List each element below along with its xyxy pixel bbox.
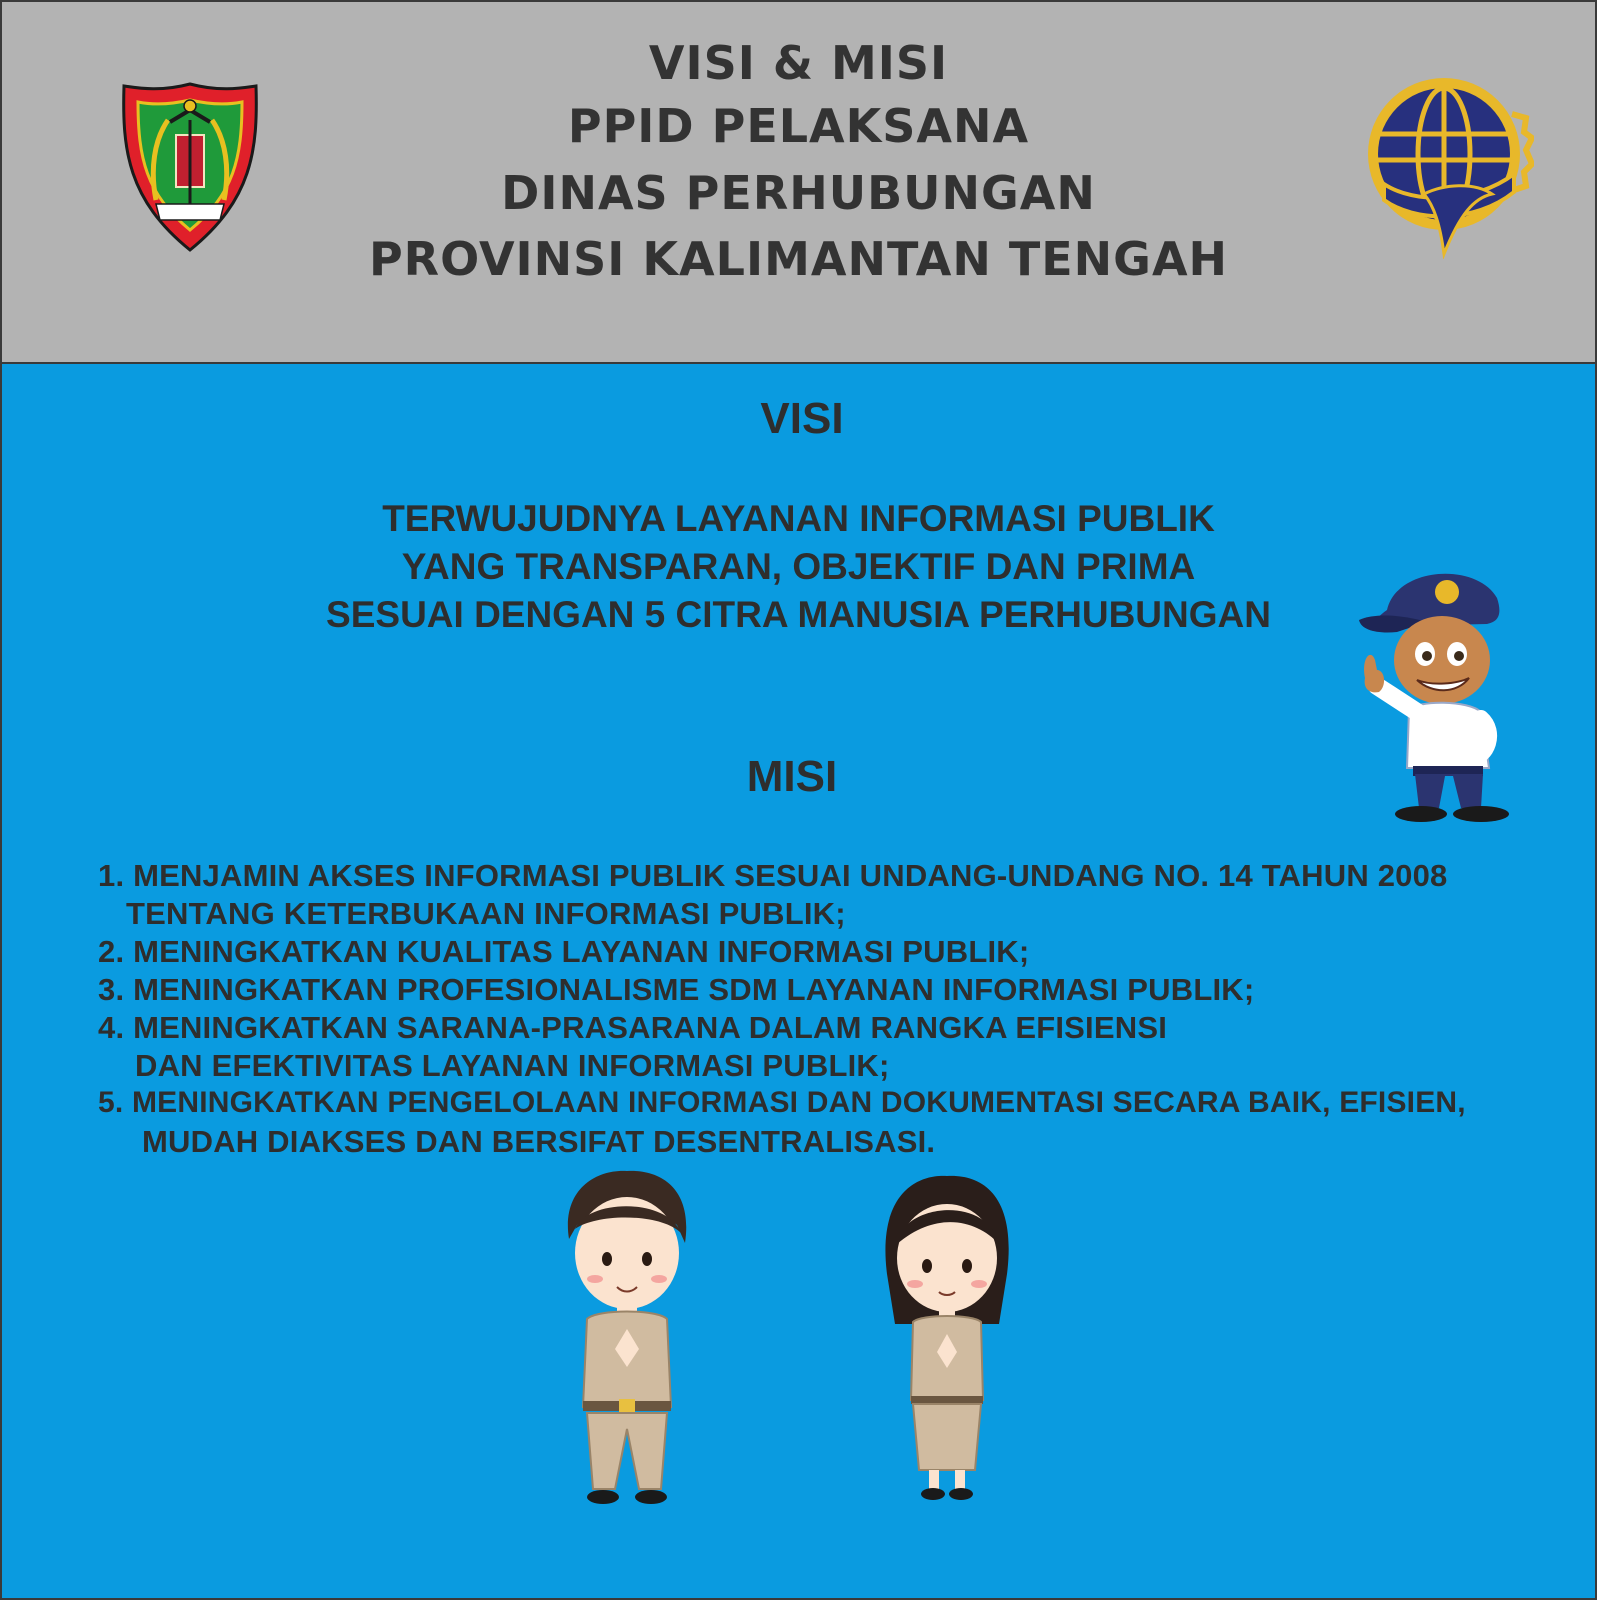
visi-heading: VISI xyxy=(760,394,844,443)
misi-line-5: 5. MENINGKATKAN PENGELOLAAN INFORMASI DAN DOKUMENTASI SECARA BAIK, EFISIEN, xyxy=(98,1086,1466,1119)
misi-line-3: 3. MENINGKATKAN PROFESIONALISME SDM LAYANAN INFORMASI PUBLIK; xyxy=(98,972,1255,1007)
misi-line-2: 2. MENINGKATKAN KUALITAS LAYANAN INFORMASI PUBLIK; xyxy=(98,934,1030,969)
visi-line-2: YANG TRANSPARAN, OBJEKTIF DAN PRIMA xyxy=(401,546,1196,587)
title-line-2: PPID PELAKSANA xyxy=(567,99,1030,153)
title-line-4: PROVINSI KALIMANTAN TENGAH xyxy=(368,232,1229,286)
misi-line-4-cont: DAN EFEKTIVITAS LAYANAN INFORMASI PUBLIK; xyxy=(135,1048,890,1083)
misi-line-4: 4. MENINGKATKAN SARANA-PRASARANA DALAM RANGKA EFISIENSI xyxy=(98,1010,1168,1045)
visi-line-3: SESUAI DENGAN 5 CITRA MANUSIA PERHUBUNGAN xyxy=(326,594,1271,635)
main-content xyxy=(2,364,1595,1600)
misi-heading: MISI xyxy=(746,752,838,801)
dishub-globe-emblem-icon xyxy=(1364,74,1534,259)
misi-line-1: 1. MENJAMIN AKSES INFORMASI PUBLIK SESUAI UNDANG-UNDANG NO. 14 TAHUN 2008 xyxy=(98,858,1448,893)
kalteng-province-emblem-icon xyxy=(120,80,260,255)
visi-line-1: TERWUJUDNYA LAYANAN INFORMASI PUBLIK xyxy=(382,498,1215,539)
female-officer-illustration xyxy=(877,1174,1017,1504)
misi-line-5-cont: MUDAH DIAKSES DAN BERSIFAT DESENTRALISASI. xyxy=(142,1124,936,1159)
misi-line-1-cont: TENTANG KETERBUKAAN INFORMASI PUBLIK; xyxy=(126,896,846,931)
title-line-3: DINAS PERHUBUNGAN xyxy=(501,166,1096,220)
male-officer-illustration xyxy=(557,1169,697,1509)
title-line-1: VISI & MISI xyxy=(648,36,949,90)
dishub-mascot-illustration xyxy=(1357,562,1527,822)
header-banner xyxy=(2,2,1595,364)
